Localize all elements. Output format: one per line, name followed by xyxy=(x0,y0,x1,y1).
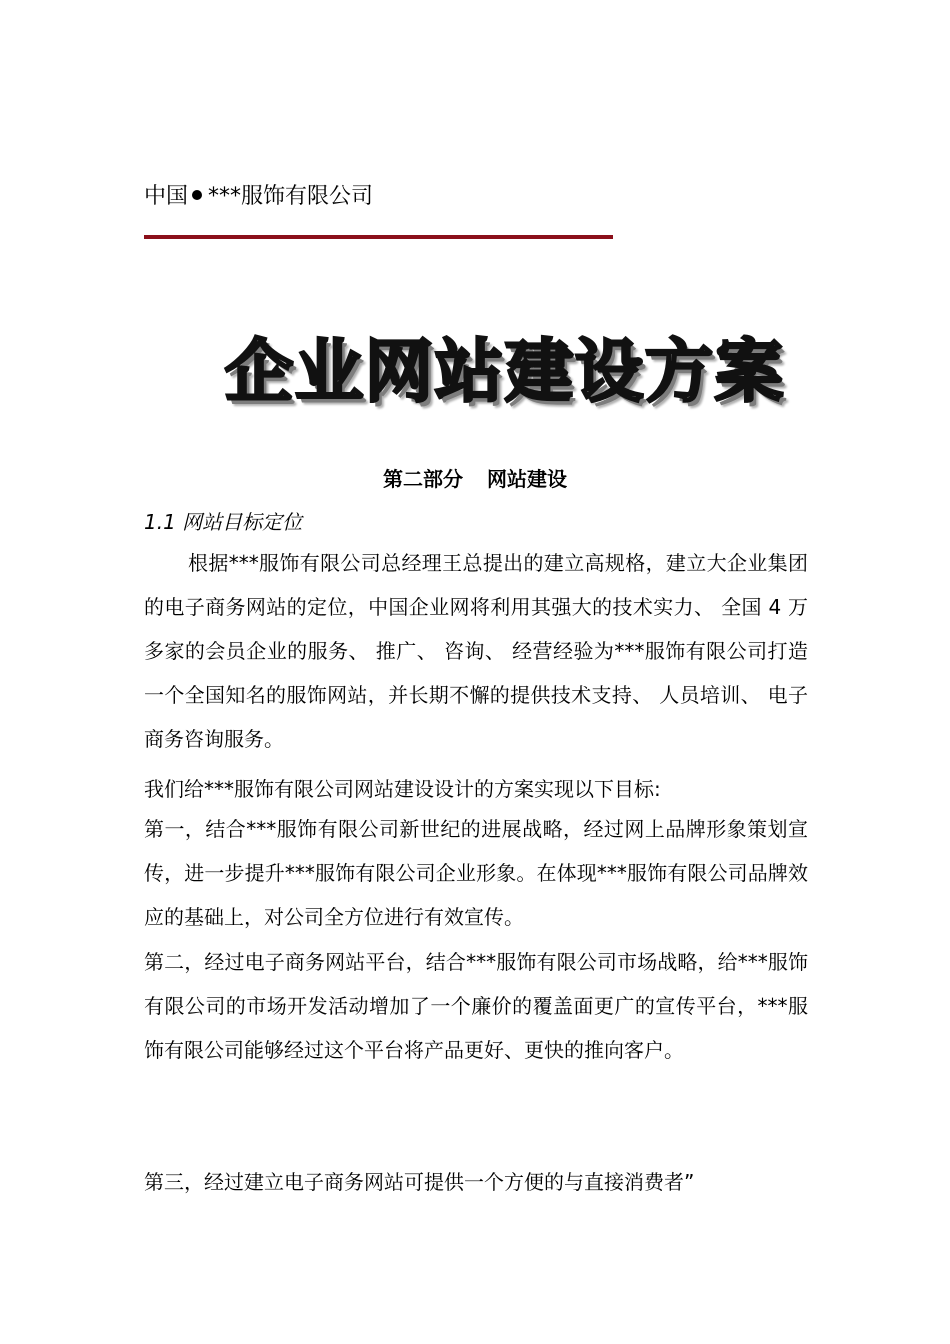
paragraph-goal-1: 第一，结合***服饰有限公司新世纪的进展战略，经过网上品牌形象策划宣传，进一步提升***服饰有限公司企业形象。在体现***服饰有限公司品牌效应的基础上，对公司全方位进行有效宣传。 xyxy=(144,817,808,929)
header-rule xyxy=(144,235,613,239)
bullet-dot-icon xyxy=(192,190,202,200)
section-heading: 1.1 网站目标定位 xyxy=(144,510,303,534)
part-heading xyxy=(0,464,950,494)
document-title: 企业网站建设方案 xyxy=(224,333,785,412)
part-label: 第二部分 xyxy=(383,467,463,491)
paragraph-intro: 根据***服饰有限公司总经理王总提出的建立高规格，建立大企业集团的电子商务网站的定位，中国企业网将利用其强大的技术实力、 全国 4 万多家的会员企业的服务、 推广、 咨询、 经营经验为***服饰有限公司打造一个全国知名的服饰网站，并长期不懈的提供技术支持、 人员培训、 电子商务咨询服务。 xyxy=(144,551,808,751)
part-name: 网站建设 xyxy=(487,467,567,491)
paragraph-goals-lead: 我们给***服饰有限公司网站建设设计的方案实现以下目标: xyxy=(144,777,661,801)
paragraph-goal-2: 第二，经过电子商务网站平台，结合***服饰有限公司市场战略，给***服饰有限公司的市场开发活动增加了一个廉价的覆盖面更广的宣传平台，***服饰有限公司能够经过这个平台将产品更好、更快的推向客户。 xyxy=(144,950,808,1062)
company-header xyxy=(144,182,373,212)
paragraph-goal-3: 第三，经过建立电子商务网站可提供一个方便的与直接消费者” xyxy=(144,1170,695,1194)
company-name: ***服饰有限公司 xyxy=(208,184,374,209)
company-prefix: 中国 xyxy=(144,184,189,209)
